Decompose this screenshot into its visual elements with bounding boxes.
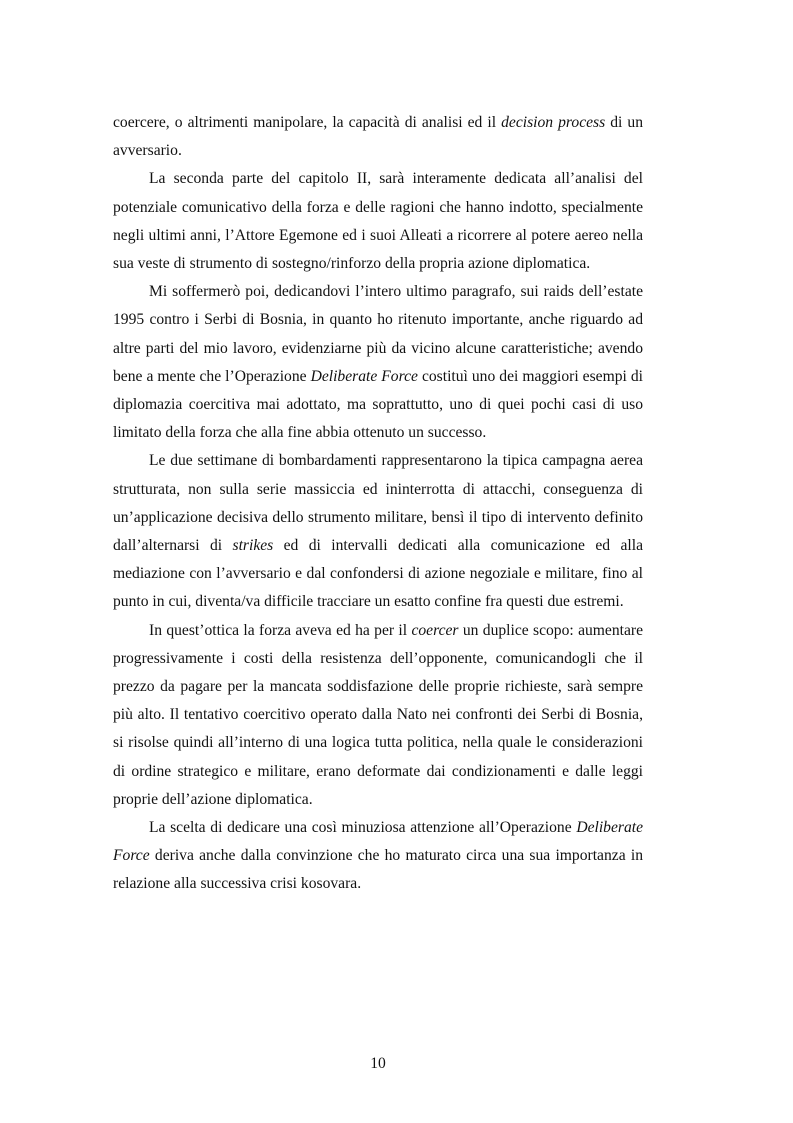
paragraph-1-run-1: coercere, o altrimenti manipolare, la capacità di analisi ed il bbox=[113, 114, 502, 131]
paragraph-1-run-2: decision process bbox=[501, 114, 606, 131]
paragraph-6-run-3: deriva anche dalla convinzione che ho maturato circa una sua importanza in relazione alla successiva crisi kosovara. bbox=[113, 847, 643, 893]
paragraph-4-run-3: ed di intervalli dedicati alla comunicazione ed alla mediazione con l’avversario e dal confondersi di azione negoziale e militare, fino al punto in cui, diventa/va difficile tracciare un esatto confine fra questi due estremi. bbox=[113, 537, 643, 611]
body-text bbox=[113, 109, 643, 899]
paragraph-3 bbox=[113, 278, 643, 447]
paragraph-4-run-2: strikes bbox=[232, 537, 274, 555]
paragraph-5-run-3: un duplice scopo: aumentare progressivamente i costi della resistenza dell’opponente, comunicandogli che il prezzo da pagare per la mancata soddisfazione delle proprie richieste, sarà sempre più alto. Il tentativo coercitivo operato dalla Nato nei confronti dei Serbi di Bosnia, si risolse quindi all’interno di una logica tutta politica, nella quale le considerazioni di ordine strategico e militare, erano deformate dai condizionamenti e dalle leggi proprie dell’azione diplomatica. bbox=[113, 621, 643, 808]
paragraph-2 bbox=[113, 165, 643, 278]
paragraph-2-run-1: La seconda parte del capitolo II, sarà interamente dedicata all’analisi del potenziale comunicativo della forza e delle ragioni che hanno indotto, specialmente negli ultimi anni, l’Attore Egemone ed i suoi Alleati a ricorrere al potere aereo nella sua veste di strumento di sostegno/rinforzo della propria azione diplomatica. bbox=[113, 170, 643, 273]
paragraph-1-run-3: di un avversario. bbox=[113, 114, 643, 160]
paragraph-1 bbox=[113, 109, 643, 165]
paragraph-6-run-2: Deliberate Force bbox=[113, 819, 643, 865]
paragraph-6 bbox=[113, 814, 643, 899]
paragraph-5-run-1: In quest’ottica la forza aveva ed ha per il bbox=[149, 621, 412, 639]
paragraph-3-run-2: Deliberate Force bbox=[310, 367, 418, 385]
paragraph-4-run-1: Le due settimane di bombardamenti rappresentarono la tipica campagna aerea strutturata, non sulla serie massiccia ed ininterrotta di attacchi, conseguenza di un’applicazione decisiva dello strumento militare, bensì il tipo di intervento definito dall’alternarsi di bbox=[113, 452, 643, 555]
page-number: 10 bbox=[370, 1055, 386, 1072]
paragraph-6-run-1: La scelta di dedicare una così minuziosa attenzione all’Operazione bbox=[149, 819, 577, 837]
paragraph-3-run-3: costituì uno dei maggiori esempi di diplomazia coercitiva mai adottato, ma soprattutto, uno di quei pochi casi di uso limitato della forza che alla fine abbia ottenuto un successo. bbox=[113, 367, 643, 442]
paragraph-5-run-2: coercer bbox=[411, 621, 459, 639]
paragraph-5 bbox=[113, 617, 643, 814]
paragraph-4 bbox=[113, 447, 643, 616]
paragraph-3-run-1: Mi soffermerò poi, dedicandovi l’intero ultimo paragrafo, sui raids dell’estate 1995 contro i Serbi di Bosnia, in quanto ho ritenuto importante, anche riguardo ad altre parti del mio lavoro, evidenziarne più da vicino alcune caratteristiche; avendo bene a mente che l’Operazione bbox=[113, 283, 643, 385]
